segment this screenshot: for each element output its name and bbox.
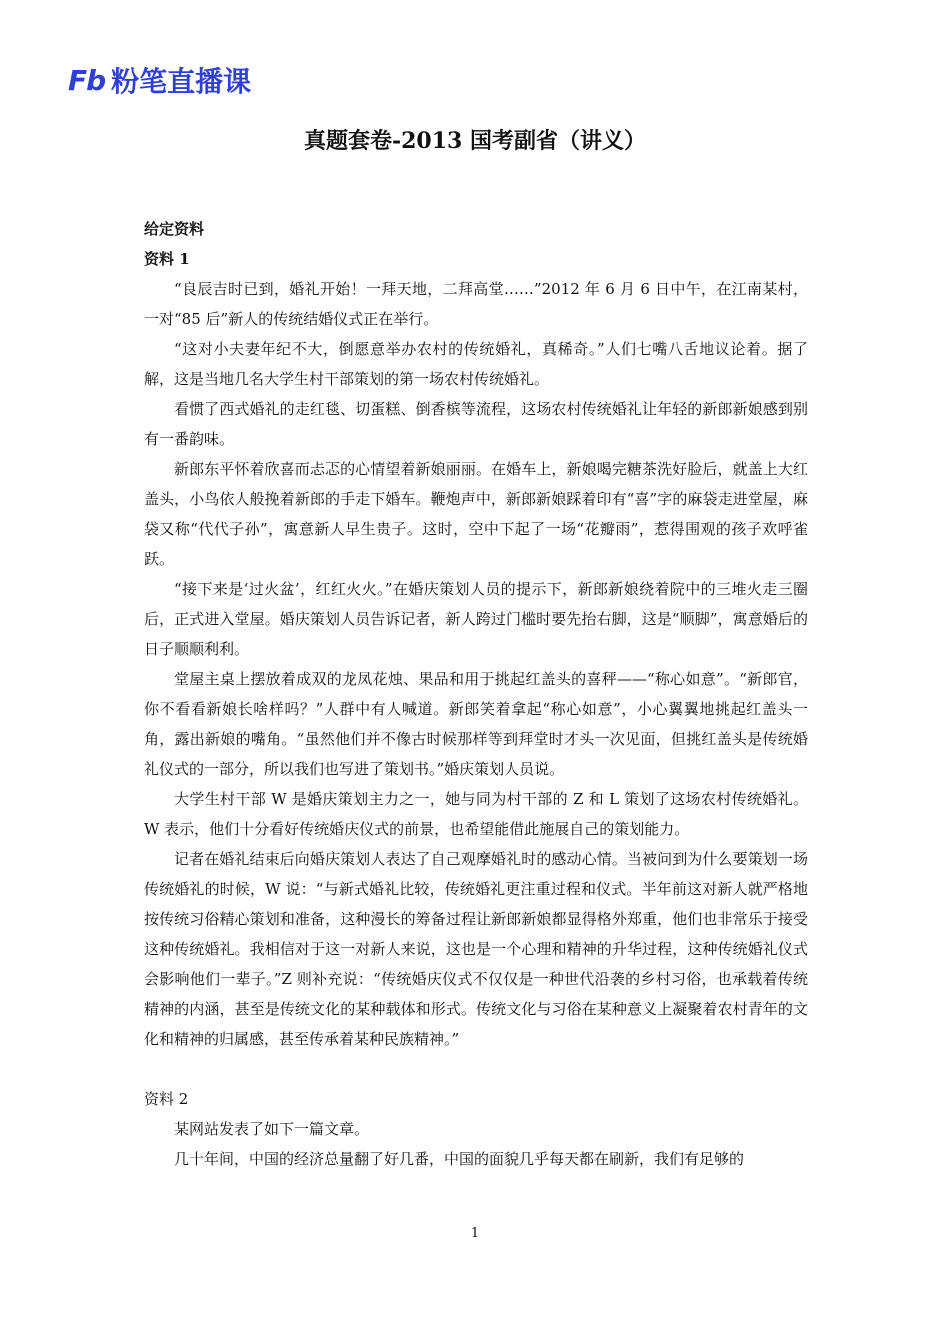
paragraph: 大学生村干部 W 是婚庆策划主力之一，她与同为村干部的 Z 和 L 策划了这场农村传统婚礼。W 表示，他们十分看好传统婚庆仪式的前景，也希望能借此施展自己的策划能力。 xyxy=(144,790,808,838)
paragraph: 某网站发表了如下一篇文章。 xyxy=(174,1120,370,1138)
document-title: 真题套卷-2013 国考副省（讲义） xyxy=(303,128,647,154)
paragraph: “良辰吉时已到，婚礼开始！一拜天地，二拜高堂……”2012 年 6 月 6 日中午，在江南某村，一对“85 后”新人的传统结婚仪式正在举行。 xyxy=(144,280,808,328)
document-body xyxy=(144,214,808,1174)
paragraph: “接下来是‘过火盆’，红红火火。”在婚庆策划人员的提示下，新郎新娘绕着院中的三堆火走三圈后，正式进入堂屋。婚庆策划人员告诉记者，新人跨过门槛时要先抬右脚，这是“顺脚”，寓意婚后的日子顺顺利利。 xyxy=(144,580,808,658)
paragraph: 新郎东平怀着欣喜而忐忑的心情望着新娘丽丽。在婚车上，新娘喝完糖茶洗好脸后，就盖上大红盖头，小鸟依人般挽着新郎的手走下婚车。鞭炮声中，新郎新娘踩着印有“喜”字的麻袋走进堂屋，麻袋又称“代代子孙”，寓意新人早生贵子。这时，空中下起了一场“花瓣雨”，惹得围观的孩子欢呼雀跃。 xyxy=(144,460,808,568)
logo-mark-icon: Fb xyxy=(68,63,106,97)
paragraph: “这对小夫妻年纪不大，倒愿意举办农村的传统婚礼，真稀奇。”人们七嘴八舌地议论着。据了解，这是当地几名大学生村干部策划的第一场农村传统婚礼。 xyxy=(144,340,808,388)
material-1-label: 资料 1 xyxy=(144,250,190,268)
section-heading: 给定资料 xyxy=(144,220,205,238)
paragraph: 几十年间，中国的经济总量翻了好几番，中国的面貌几乎每天都在刷新，我们有足够的 xyxy=(174,1150,745,1168)
paragraph: 看惯了西式婚礼的走红毯、切蛋糕、倒香槟等流程，这场农村传统婚礼让年轻的新郎新娘感到别有一番韵味。 xyxy=(144,400,808,448)
paragraph: 记者在婚礼结束后向婚庆策划人表达了自己观摩婚礼时的感动心情。当被问到为什么要策划一场传统婚礼的时候，W 说：“与新式婚礼比较，传统婚礼更注重过程和仪式。半年前这对新人就严格地按传统习俗精心策划和准备，这种漫长的筹备过程让新郎新娘都显得格外郑重，他们也非常乐于接受这种传统婚礼。我相信对于这一对新人来说，这也是一个心理和精神的升华过程，这种传统婚礼仪式会影响他们一辈子。”Z 则补充说：“传统婚庆仪式不仅仅是一种世代沿袭的乡村习俗，也承载着传统精神的内涵，甚至是传统文化的某种载体和形式。传统文化与习俗在某种意义上凝聚着农村青年的文化和精神的归属感，甚至传承着某种民族精神。” xyxy=(144,850,808,1048)
material-1-body xyxy=(144,274,808,1054)
page-number: 1 xyxy=(470,1226,480,1241)
material-2-body xyxy=(144,1114,808,1174)
logo-text: 粉笔直播课 xyxy=(111,65,252,98)
brand-logo xyxy=(68,60,251,100)
paragraph: 堂屋主桌上摆放着成双的龙凤花烛、果品和用于挑起红盖头的喜秤——“称心如意”。“新郎官，你不看看新娘长啥样吗？”人群中有人喊道。新郎笑着拿起“称心如意”，小心翼翼地挑起红盖头一角，露出新娘的嘴角。“虽然他们并不像古时候那样等到拜堂时才头一次见面，但挑红盖头是传统婚礼仪式的一部分，所以我们也写进了策划书。”婚庆策划人员说。 xyxy=(144,670,808,778)
material-2-label: 资料 2 xyxy=(144,1090,189,1108)
